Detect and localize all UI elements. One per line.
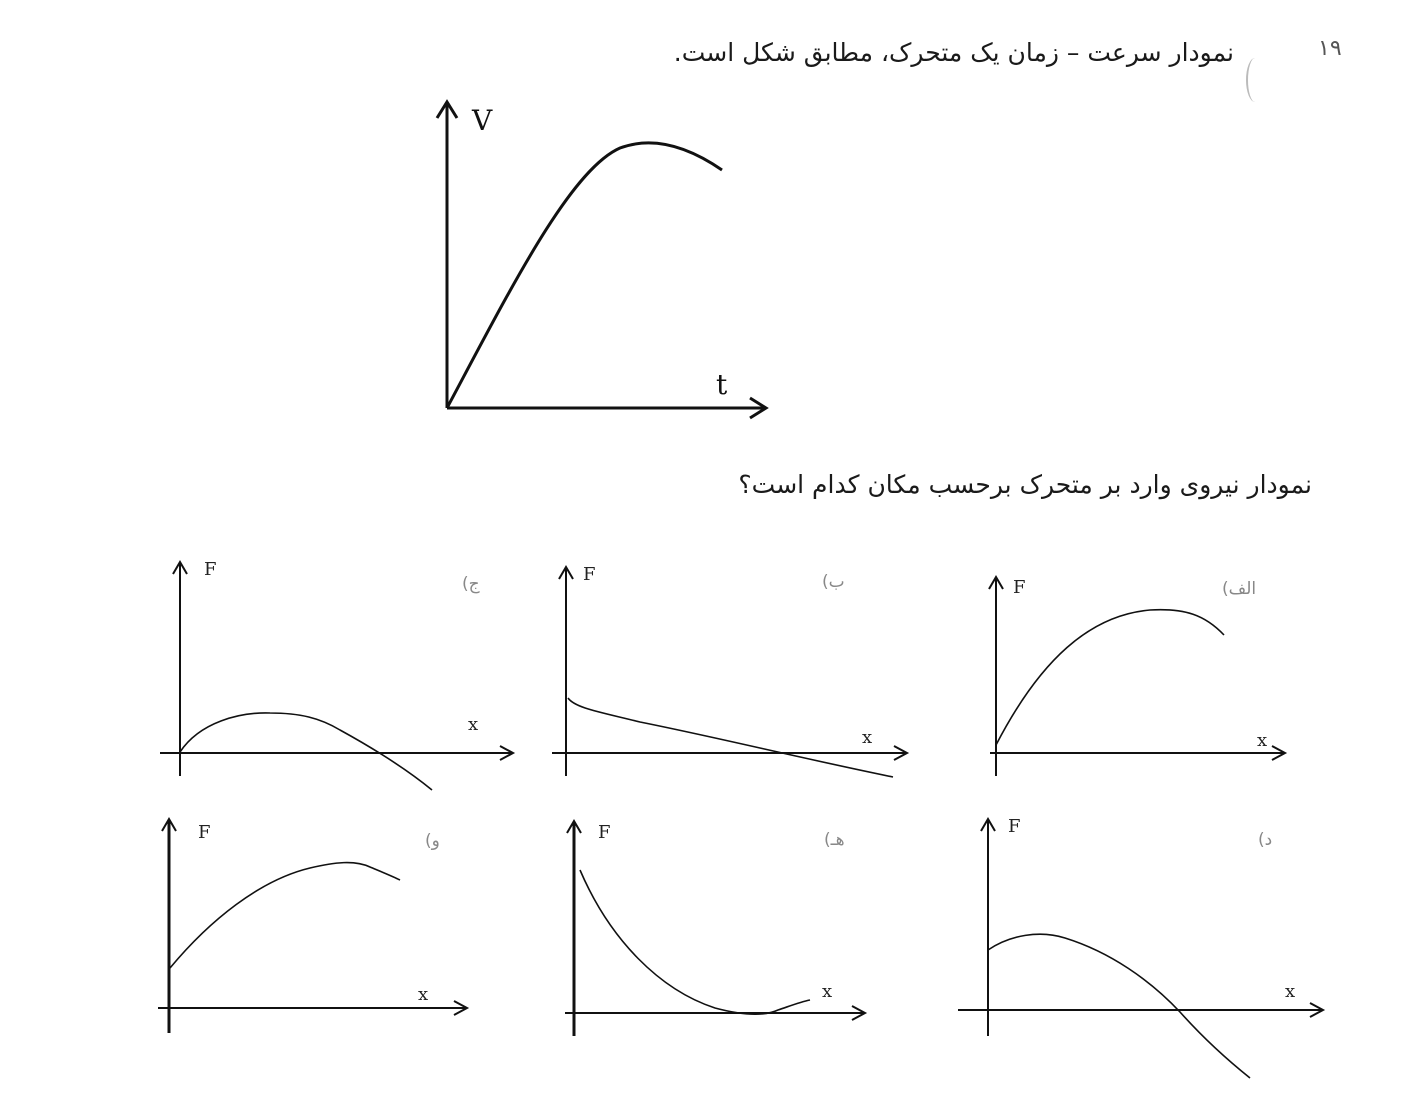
v-axis-label: V: [472, 104, 493, 137]
question-number: ۱۹: [1318, 36, 1342, 61]
option-be-graph: [552, 564, 907, 777]
option-jim-label[interactable]: ج): [462, 574, 480, 594]
question-text-line1: نمودار سرعت – زمان یک متحرک، مطابق شکل است.: [673, 38, 1234, 67]
option-jim-x-label: x: [468, 714, 479, 735]
option-alef-graph: [989, 577, 1285, 776]
option-alef-curve: [996, 610, 1224, 745]
option-he-graph: [565, 821, 865, 1036]
option-jim-curve: [180, 713, 432, 790]
option-vav-label[interactable]: و): [425, 831, 440, 851]
option-dal-graph: [958, 816, 1323, 1078]
option-be-x-label: x: [862, 727, 873, 748]
t-axis-label: t: [716, 368, 728, 401]
option-vav-graph: [158, 819, 467, 1033]
option-he-curve: [580, 870, 810, 1014]
option-jim-graph: [160, 559, 513, 790]
option-be-label[interactable]: ب): [822, 572, 845, 592]
option-alef-y-label: F: [1013, 577, 1026, 598]
option-alef-x-label: x: [1257, 730, 1268, 751]
option-vav-y-label: F: [198, 822, 211, 843]
option-be-curve: [568, 698, 893, 777]
option-vav-x-label: x: [418, 984, 429, 1005]
option-he-y-label: F: [598, 822, 611, 843]
option-he-label[interactable]: هـ): [824, 830, 845, 850]
option-vav-curve: [170, 863, 400, 968]
question-text-line2: نمودار نیروی وارد بر متحرک برحسب مکان کدام است؟: [738, 470, 1312, 499]
option-be-y-label: F: [583, 564, 596, 585]
option-alef-label[interactable]: الف): [1222, 579, 1257, 599]
option-he-x-label: x: [822, 981, 833, 1002]
option-dal-curve: [988, 934, 1250, 1078]
option-dal-y-label: F: [1008, 816, 1021, 837]
option-jim-y-label: F: [204, 559, 217, 580]
option-dal-label[interactable]: د): [1258, 830, 1273, 850]
option-dal-x-label: x: [1285, 981, 1296, 1002]
